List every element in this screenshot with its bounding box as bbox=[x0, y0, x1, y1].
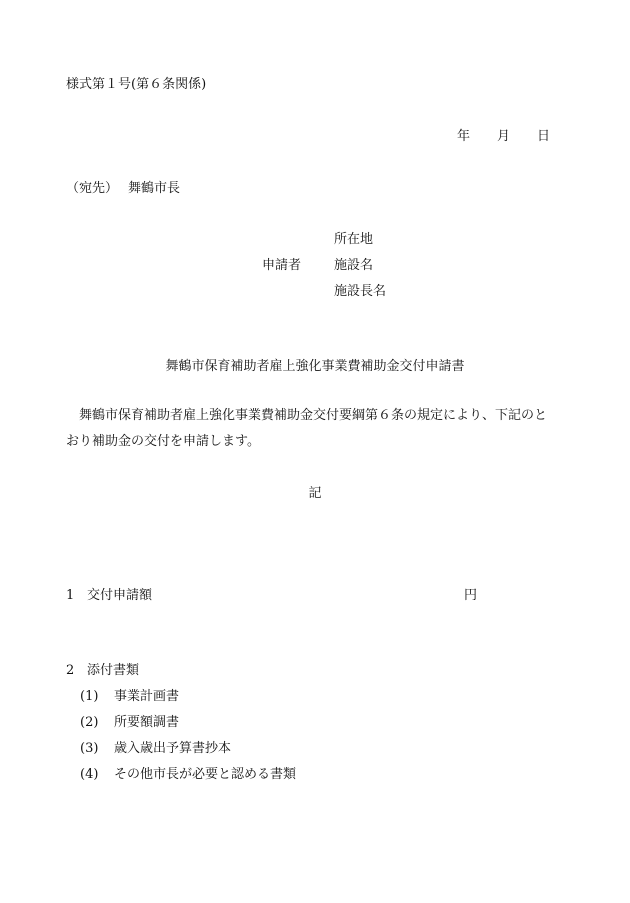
applicant-address-label: 所在地 bbox=[334, 232, 374, 247]
applicant-director-label: 施設長名 bbox=[334, 284, 387, 299]
attachment-item bbox=[80, 716, 179, 729]
attachment-number: (3) bbox=[80, 741, 99, 756]
addressee-label: （宛先） bbox=[66, 181, 119, 196]
attachment-number: (2) bbox=[80, 715, 99, 730]
date-month: 月 bbox=[497, 129, 511, 144]
attachment-text: その他市長が必要と認める書類 bbox=[114, 767, 297, 782]
attachment-text: 事業計画書 bbox=[114, 689, 180, 704]
date-day: 日 bbox=[537, 129, 551, 144]
applicant-label: 申請者 bbox=[262, 258, 302, 273]
body-text bbox=[66, 403, 566, 455]
addressee-name: 舞鶴市長 bbox=[128, 181, 181, 196]
item-1-unit: 円 bbox=[464, 588, 478, 603]
attachment-text: 歳入歳出予算書抄本 bbox=[114, 741, 232, 756]
form-number: 様式第１号(第６条関係) bbox=[66, 77, 207, 92]
item-2-label: 添付書類 bbox=[87, 663, 140, 678]
date-year: 年 bbox=[457, 129, 471, 144]
item-1-number: 1 bbox=[66, 588, 75, 603]
attachment-item bbox=[80, 690, 179, 703]
applicant-facility-label: 施設名 bbox=[334, 258, 374, 273]
body-line-1: 舞鶴市保育補助者雇上強化事業費補助金交付要綱第６条の規定により、下記のと bbox=[79, 408, 548, 423]
addressee bbox=[66, 182, 180, 195]
item-2-number: 2 bbox=[66, 663, 75, 678]
attachment-text: 所要額調書 bbox=[114, 715, 180, 730]
attachment-item bbox=[80, 768, 296, 781]
item-1-label: 交付申請額 bbox=[87, 588, 153, 603]
attachment-number: (1) bbox=[80, 689, 99, 704]
body-line-2: おり補助金の交付を申請します。 bbox=[66, 434, 260, 449]
document-title: 舞鶴市保育補助者雇上強化事業費補助金交付申請書 bbox=[165, 359, 465, 374]
attachment-number: (4) bbox=[80, 767, 99, 782]
ki-heading: 記 bbox=[308, 486, 322, 501]
attachment-item bbox=[80, 742, 231, 755]
